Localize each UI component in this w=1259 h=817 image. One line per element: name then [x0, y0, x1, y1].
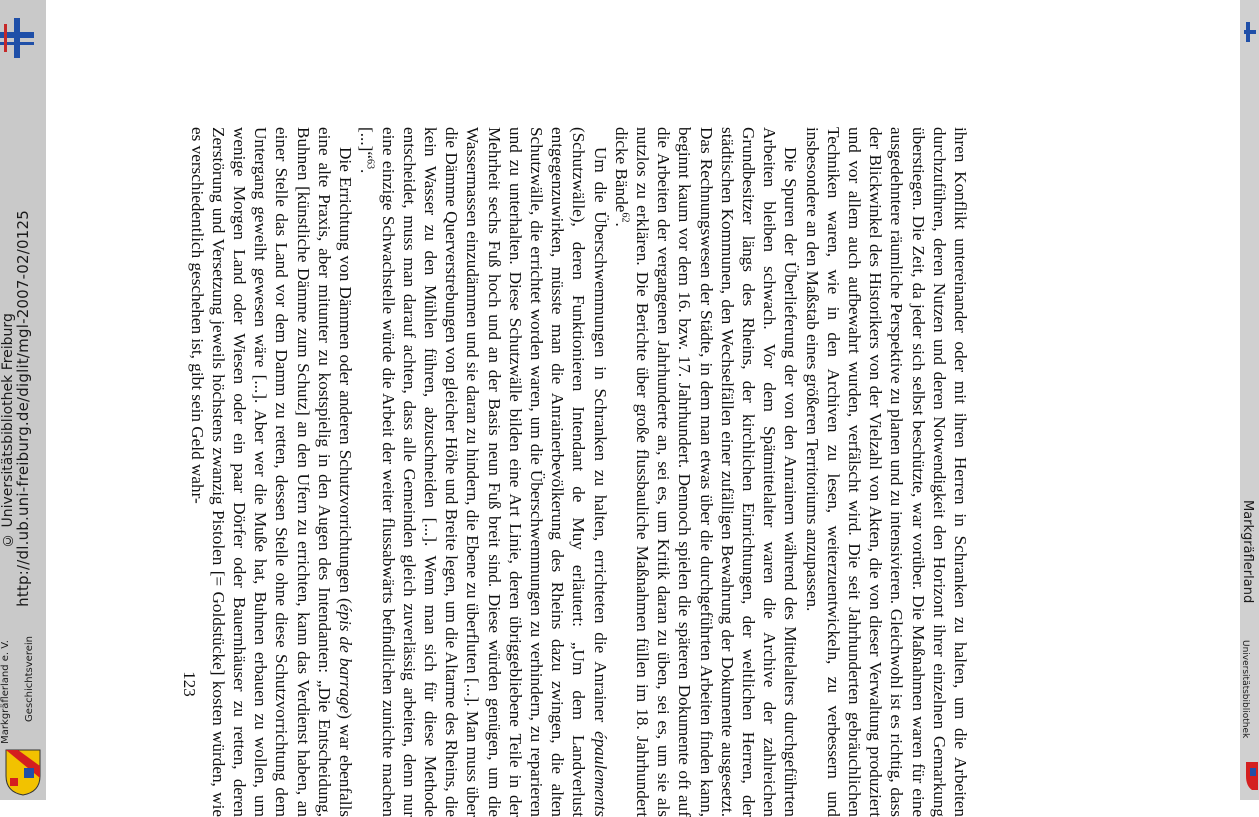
paragraph — [186, 127, 356, 817]
paragraph-tail: . — [357, 168, 377, 174]
paragraph-text: ihren Konflikt untereinander oder mit ihren Herren in Schranken zu halten, um die Arbeiten durchzuführen, deren Nutzen und deren Notwendigkeit den Horizont ihrer einzelnen Gemarkung überstiegen. Die Zeit, da jeder sich selbst beschützte, war vorüber. Die Maßnahmen waren für eine ausgedehntere räumliche Perspektive zu planen und zu intensivieren. Gleichwohl ist es richtig, dass der Blickwinkel des Historikers von der Vielzahl von Akten, die von dieser Verwaltung produziert und vor allem auch aufbewahrt wurden, verfälscht wird. Die seit Jahrhunderten gebräuchlichen Techniken waren, wie in den Archiven zu lesen, weiterzuentwickeln, zu verbessern und insbesondere an den Maßstab eines größeren Territoriums anzupassen. — [802, 127, 970, 817]
footnote-ref[interactable]: 63 — [365, 158, 377, 169]
paragraph-text: (Schutzwälle), deren Funktionieren Intendant de Muy erläutert: „Um dem Landverlust entgegenzuwirken, müsste man die Anrainerbevölkerung des Rheins dazu zwingen, die alten Schutzwälle, die errichtet worden waren, um die Überschwemmungen zu verhindern, zu reparieren und zu unterhalten. Diese Schutzwälle bilden eine Art Linie, deren übriggebliebene Teile in der Mehrheit sechs Fuß hoch und an der Basis neun Fuß breit sind. Diese würden genügen, um die Wassermassen einzudämmen und sie daran zu hindern, die Ebene zu überfluten [...]. Man muss über die Dämme Querverstrebungen von gleicher Höhe und Breite legen, um die Altarme des Rheins, die kein Wasser zu den Mühlen führen, abzuschneiden [...]. Wenn man sich für diese Methode entscheidet, muss man darauf achten, dass alle Gemeinden gleich zuverlässig arbeiten, denn nur eine einzige Schwachstelle würde die Arbeit der weiter flussabwärts befindlichen zunichte machen [...]“ — [357, 127, 589, 817]
page-number: 123 — [180, 671, 199, 697]
paragraph-prefix: Um die Überschwemmungen in Schranken zu halten, errichteten die Anrainer — [590, 147, 610, 732]
right-logo-fragment-icon — [1244, 22, 1256, 42]
society-name: Geschichtsverein — [24, 636, 35, 722]
paragraph-prefix: Die Errichtung von Dämmen oder anderen Schutzvorrichtungen ( — [336, 147, 356, 604]
right-crest-fragment-icon — [1242, 760, 1258, 790]
paragraph — [611, 127, 802, 817]
italic-term: épaulements — [590, 731, 610, 817]
paragraph-text: Die Spuren der Überlieferung der von den Anrainern während des Mittelalters durchgeführten Arbeiten bleiben schwach. Vor dem Spätmittelalter waren die Archive der zahlreichen Grundbesitzer längs des Rheins, der kirchlichen Einrichtungen, der weltlichen Herren, der städtischen Kommunen, den Wechselfällen einer zufälligen Bewahrung der Dokumente ausgesetzt. Das Rechnungswesen der Städte, in dem man etwas über die durchgeführten Arbeiten finden kann, beginnt kaum vor dem 16. bzw. 17. Jahrhundert. Dennoch spielen die späteren Dokumente oft auf die Arbeiten der vergangenen Jahrhunderte an, sei es, um Kritik daran zu üben, sei es, um sie als nutzlos zu erklären. Die Berichte über große flussbauliche Maßnahmen füllen im 18. Jahrhundert dicke Bände — [611, 127, 801, 817]
paragraph — [356, 127, 610, 817]
copyright-credit: © Universitätsbibliothek Freiburg — [0, 313, 16, 548]
source-url[interactable]: http://dl.ub.uni-freiburg.de/diglit/mgl-2007-02/0125 — [14, 210, 32, 607]
library-logo-icon — [0, 18, 36, 58]
italic-term: épis de barrage — [336, 603, 356, 714]
footnote-ref[interactable]: 62 — [619, 212, 631, 223]
right-sidebar-credit: Universitätsbibliothek — [1240, 640, 1250, 739]
society-crest-icon — [4, 748, 42, 796]
paragraph-text: ) war ebenfalls eine alte Praxis, aber mitunter zu kostspielig in den Augen des Intendanten: „Die Entscheidung, Buhnen [künstliche Dämme zum Schutz] an den Ufern zu errichten, kann das Verdienst haben, an einer Stelle das Land vor dem Damm zu retten, dessen Stelle ohne diese Schutzvorrichtung dem Untergang geweiht gewesen wäre [...]. Aber wer die Muße hat, Buhnen erbauen zu wollen, um wenige Morgen Land oder Wiesen oder ein paar Dörfer oder Bauernhäuser zu retten, deren Zerstörung und Versetzung jeweils höchstens zwanzig Pistolen [= Goldstücke] kosten würden, wie es verschiedentlich geschehen ist, gibt sein Geld wahr- — [187, 127, 356, 817]
society-name-line2: Markgräflerland e. V. — [0, 640, 11, 744]
paragraph — [801, 127, 971, 817]
right-sidebar-title: Markgräflerland — [1240, 500, 1255, 604]
paragraph-tail: . — [611, 222, 631, 227]
